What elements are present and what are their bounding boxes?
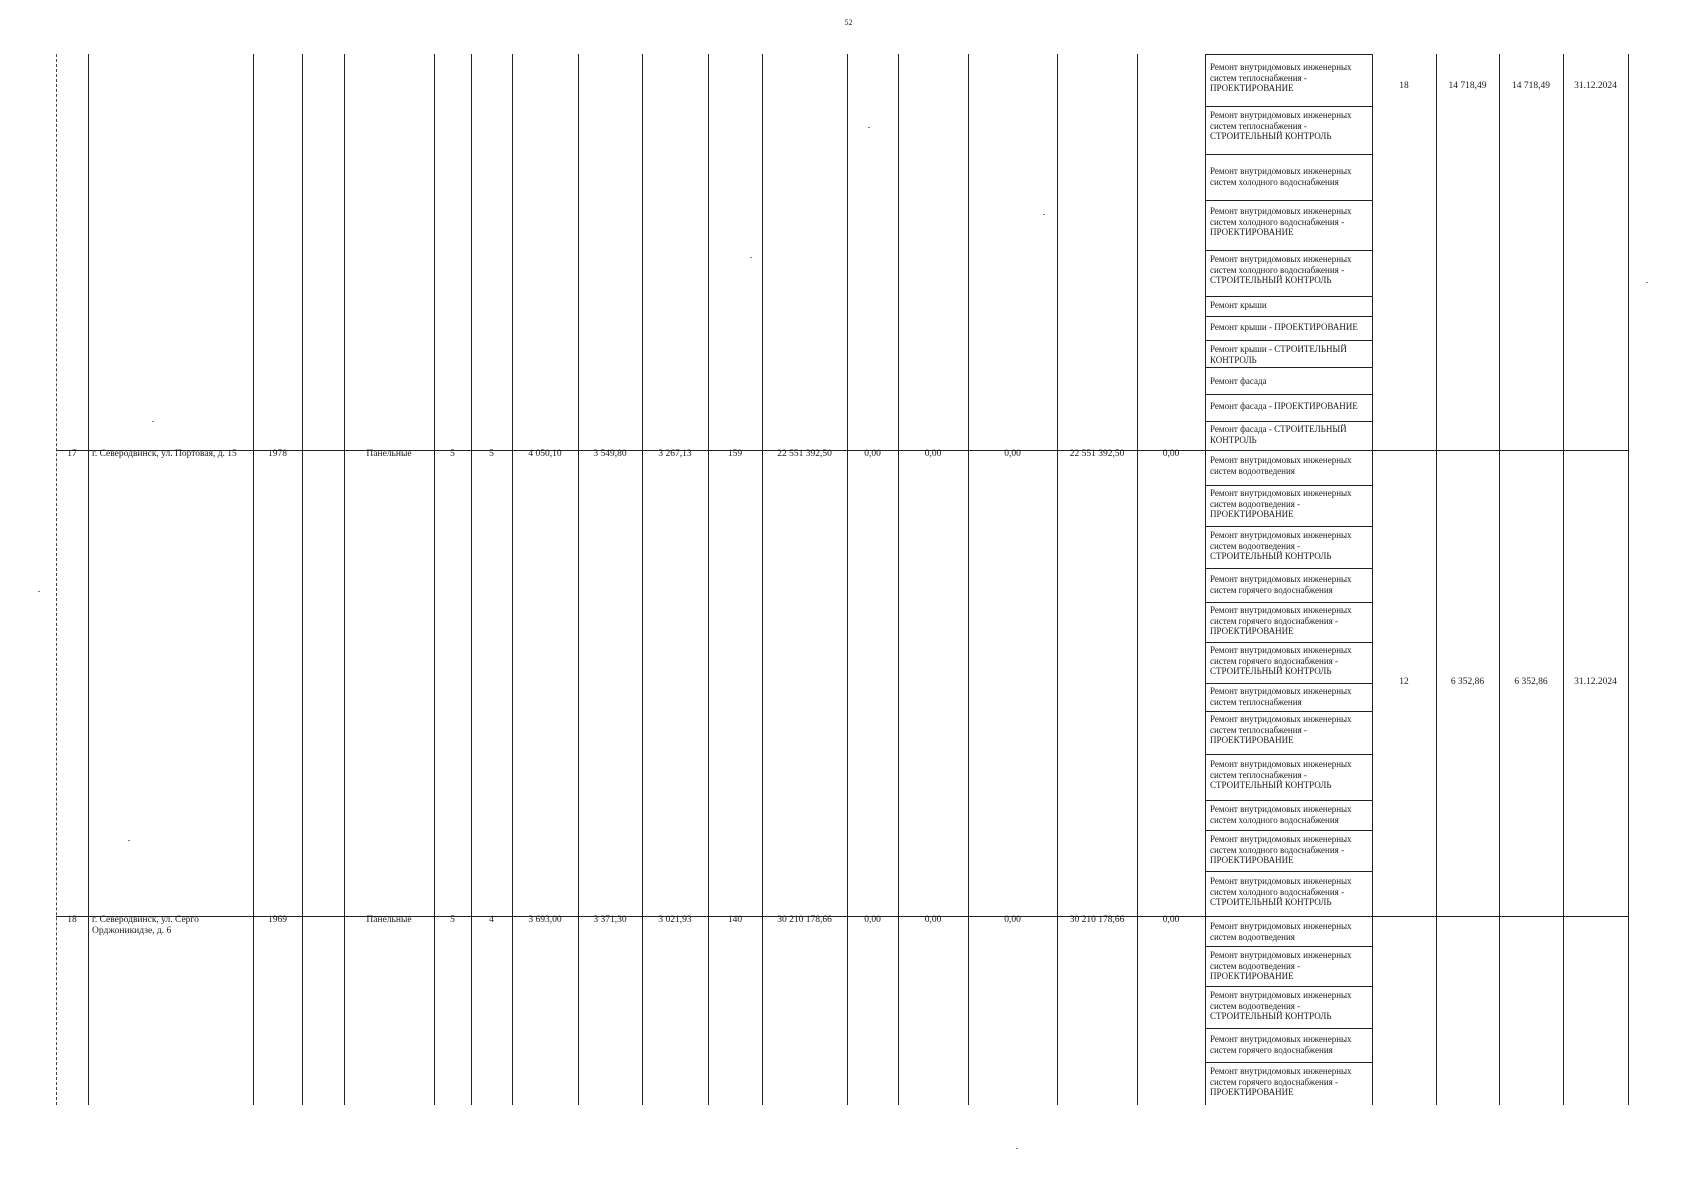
work-item: Ремонт фасада [1210, 376, 1267, 386]
fund-3: 0,00 [1004, 915, 1021, 925]
address: г. Северодвинск, ул. Портовая, д. 15 [92, 449, 237, 459]
work-item: Ремонт внутридомовых инженерных систем горячего водоснабжения - ПРОЕКТИРОВАНИЕ [1210, 605, 1352, 636]
area-living: 3 549,80 [593, 449, 627, 459]
work-item: Ремонт внутридомовых инженерных систем теплоснабжения - СТРОИТЕЛЬНЫЙ КОНТРОЛЬ [1210, 759, 1352, 790]
work-item: Ремонт внутридомовых инженерных систем водоотведения - ПРОЕКТИРОВАНИЕ [1210, 488, 1352, 519]
work-item: Ремонт внутридомовых инженерных систем водоотведения [1210, 921, 1352, 942]
work-item: Ремонт внутридомовых инженерных систем холодного водоснабжения - СТРОИТЕЛЬНЫЙ КОНТРОЛЬ [1210, 254, 1352, 285]
cost-limit: 14 718,49 [1512, 81, 1550, 91]
area-total: 3 693,00 [528, 915, 562, 925]
work-item: Ремонт внутридомовых инженерных систем водоотведения - ПРОЕКТИРОВАНИЕ [1210, 950, 1352, 981]
row-number: 18 [67, 915, 77, 925]
area-total: 4 050,10 [528, 449, 562, 459]
work-item: Ремонт крыши [1210, 300, 1267, 310]
own-funds: 30 210 178,66 [1069, 915, 1125, 925]
fund-1: 0,00 [864, 915, 881, 925]
work-item: Ремонт внутридомовых инженерных систем холодного водоснабжения [1210, 166, 1352, 187]
work-item: Ремонт крыши - СТРОИТЕЛЬНЫЙ КОНТРОЛЬ [1210, 344, 1347, 365]
work-item: Ремонт фасада - СТРОИТЕЛЬНЫЙ КОНТРОЛЬ [1210, 424, 1347, 445]
floors: 5 [450, 915, 455, 925]
entrances: 4 [489, 915, 494, 925]
work-item: Ремонт крыши - ПРОЕКТИРОВАНИЕ [1210, 322, 1358, 332]
other-funds: 0,00 [1162, 449, 1180, 459]
work-item: Ремонт внутридомовых инженерных систем теплоснабжения - ПРОЕКТИРОВАНИЕ [1210, 62, 1352, 93]
area-owned: 3 267,13 [658, 449, 692, 459]
total-cost: 30 210 178,66 [777, 915, 832, 925]
year-built: 1978 [268, 449, 287, 459]
work-item: Ремонт фасада - ПРОЕКТИРОВАНИЕ [1210, 401, 1358, 411]
fund-2: 0,00 [924, 449, 942, 459]
work-item: Ремонт внутридомовых инженерных систем горячего водоснабжения [1210, 1034, 1352, 1055]
work-item: Ремонт внутридомовых инженерных систем холодного водоснабжения - ПРОЕКТИРОВАНИЕ [1210, 834, 1352, 865]
work-item: Ремонт внутридомовых инженерных систем теплоснабжения - ПРОЕКТИРОВАНИЕ [1210, 714, 1352, 745]
work-item: Ремонт внутридомовых инженерных систем горячего водоснабжения - ПРОЕКТИРОВАНИЕ [1210, 1066, 1352, 1097]
work-item: Ремонт внутридомовых инженерных систем холодного водоснабжения - СТРОИТЕЛЬНЫЙ КОНТРОЛЬ [1210, 876, 1352, 907]
fund-3: 0,00 [1004, 449, 1021, 459]
work-qty: 12 [1399, 677, 1409, 687]
row-number: 17 [67, 449, 77, 459]
deadline-date: 31.12.2024 [1574, 677, 1617, 687]
area-living: 3 371,30 [593, 915, 627, 925]
fund-2: 0,00 [924, 915, 942, 925]
area-owned: 3 021,93 [658, 915, 692, 925]
work-item: Ремонт внутридомовых инженерных систем водоотведения [1210, 455, 1352, 476]
work-item: Ремонт внутридомовых инженерных систем холодного водоснабжения - ПРОЕКТИРОВАНИЕ [1210, 206, 1352, 237]
own-funds: 22 551 392,50 [1069, 449, 1125, 459]
cost-per-sqm: 6 352,86 [1450, 677, 1485, 687]
wall-material: Панельные [366, 915, 412, 925]
year-built: 1969 [268, 915, 287, 925]
address: г. Северодвинск, ул. Серго Орджоникидзе, д. 6 [92, 915, 199, 936]
work-item: Ремонт внутридомовых инженерных систем водоотведения - СТРОИТЕЛЬНЫЙ КОНТРОЛЬ [1210, 530, 1352, 561]
fund-1: 0,00 [864, 449, 881, 459]
cost-limit: 6 352,86 [1514, 677, 1548, 687]
work-item: Ремонт внутридомовых инженерных систем теплоснабжения [1210, 686, 1352, 707]
floors: 5 [450, 449, 455, 459]
work-item: Ремонт внутридомовых инженерных систем горячего водоснабжения [1210, 574, 1352, 595]
work-item: Ремонт внутридомовых инженерных систем водоотведения - СТРОИТЕЛЬНЫЙ КОНТРОЛЬ [1210, 990, 1352, 1021]
residents: 140 [727, 915, 743, 925]
cost-per-sqm: 14 718,49 [1448, 81, 1487, 91]
total-cost: 22 551 392,50 [777, 449, 832, 459]
residents: 159 [727, 449, 743, 459]
deadline-date: 31.12.2024 [1574, 81, 1617, 91]
page-number: 52 [844, 18, 853, 27]
wall-material: Панельные [366, 449, 412, 459]
work-qty: 18 [1399, 81, 1409, 91]
work-item: Ремонт внутридомовых инженерных систем холодного водоснабжения [1210, 804, 1352, 825]
other-funds: 0,00 [1162, 915, 1180, 925]
work-item: Ремонт внутридомовых инженерных систем теплоснабжения - СТРОИТЕЛЬНЫЙ КОНТРОЛЬ [1210, 110, 1352, 141]
entrances: 5 [489, 449, 494, 459]
work-item: Ремонт внутридомовых инженерных систем горячего водоснабжения - СТРОИТЕЛЬНЫЙ КОНТРОЛЬ [1210, 645, 1352, 676]
